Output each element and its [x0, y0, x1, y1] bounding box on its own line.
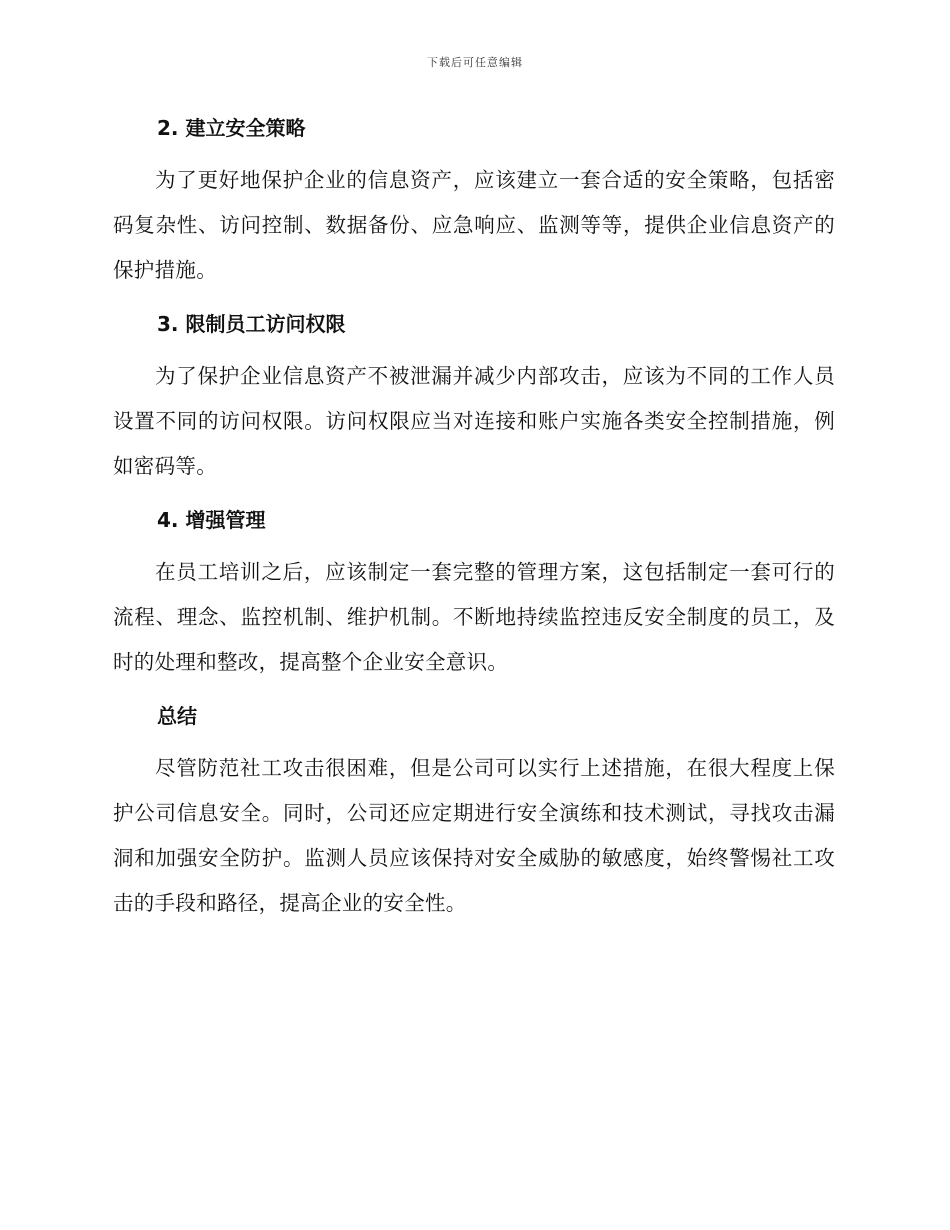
section-paragraph: 在员工培训之后，应该制定一套完整的管理方案，这包括制定一套可行的流程、理念、监控机制、维护机制。不断地持续监控违反安全制度的员工，及时的处理和整改，提高整个企业安全意识。: [113, 560, 835, 674]
section-heading: 总结: [157, 704, 197, 728]
section-paragraph: 尽管防范社工攻击很困难，但是公司可以实行上述措施，在很大程度上保护公司信息安全。同时，公司还应定期进行安全演练和技术测试，寻找攻击漏洞和加强安全防护。监测人员应该保持对安全威胁的敏感度，始终警惕社工攻击的手段和路径，提高企业的安全性。: [113, 756, 835, 915]
header-note: 下载后可任意编辑: [427, 56, 523, 69]
section-heading: 3. 限制员工访问权限: [157, 312, 346, 336]
section-access-restriction: [113, 306, 835, 489]
section-paragraph: 为了保护企业信息资产不被泄漏并减少内部攻击，应该为不同的工作人员设置不同的访问权限。访问权限应当对连接和账户实施各类安全控制措施，例如密码等。: [113, 364, 835, 478]
section-heading: 4. 增强管理: [157, 508, 266, 532]
section-heading: 2. 建立安全策略: [157, 116, 306, 140]
document-body: [113, 110, 835, 939]
section-summary: [113, 698, 835, 926]
section-security-policy: [113, 110, 835, 293]
section-management: [113, 502, 835, 685]
section-paragraph: 为了更好地保护企业的信息资产，应该建立一套合适的安全策略，包括密码复杂性、访问控制、数据备份、应急响应、监测等等，提供企业信息资产的保护措施。: [113, 168, 835, 282]
